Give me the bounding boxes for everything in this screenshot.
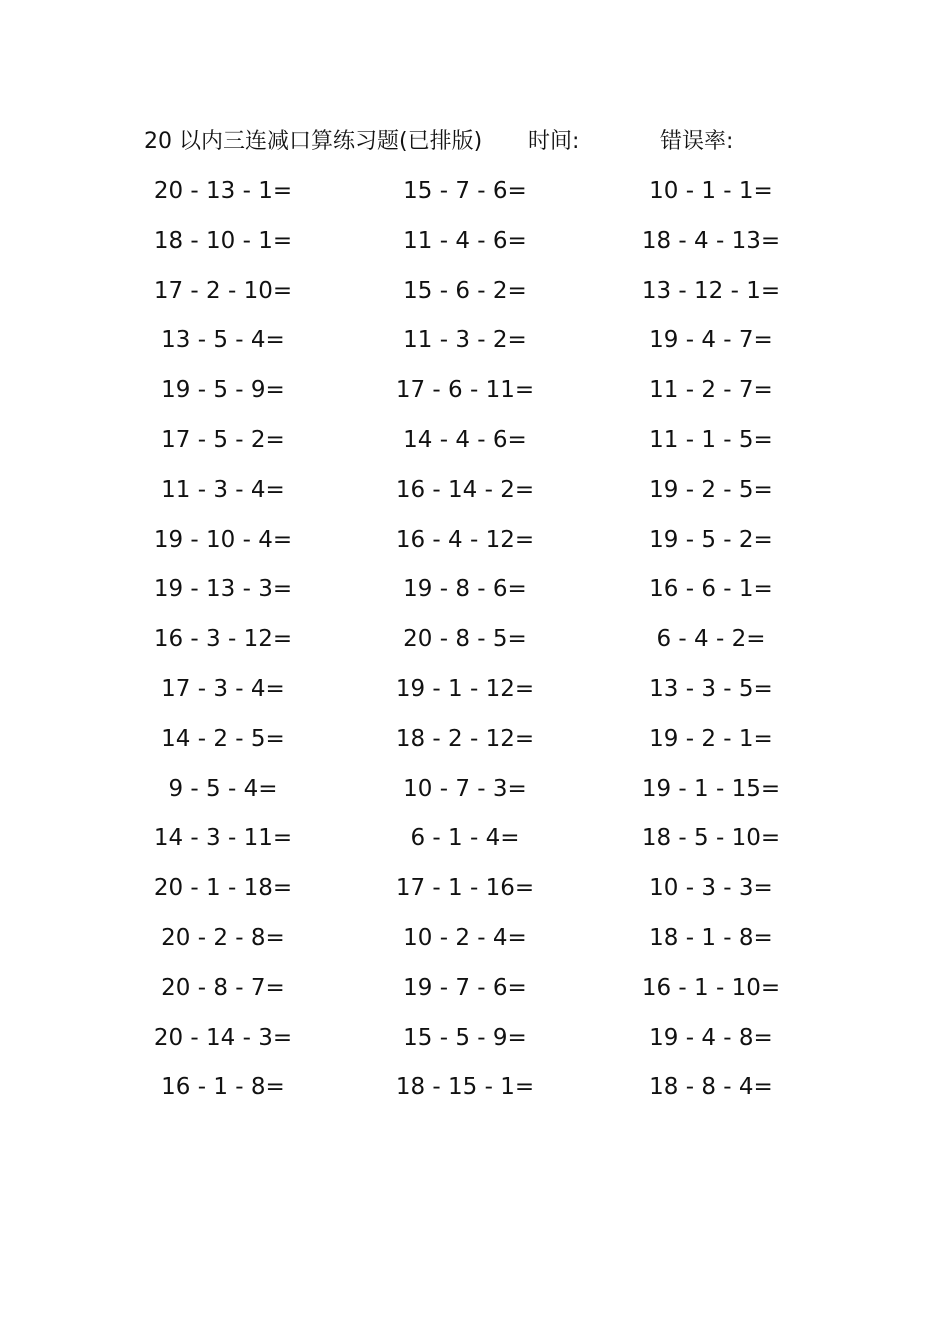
math-problem: 19 - 13 - 3= [153,576,293,603]
problem-row [0,915,950,965]
math-problem: 20 - 14 - 3= [153,1024,293,1051]
math-problem: 11 - 3 - 4= [161,476,285,503]
math-problem: 17 - 3 - 4= [161,675,285,702]
problem-row [0,417,950,467]
math-problem: 18 - 8 - 4= [649,1074,773,1101]
math-problem: 18 - 5 - 10= [641,825,781,852]
math-problem: 14 - 3 - 11= [153,825,293,852]
math-problem: 19 - 1 - 15= [641,775,781,802]
math-problem: 20 - 8 - 7= [161,974,285,1001]
problem-row [0,865,950,915]
problem-row [0,616,950,666]
math-problem: 18 - 15 - 1= [395,1074,535,1101]
worksheet-title: 20 以内三连减口算练习题(已排版) [144,129,483,154]
problem-row [0,1015,950,1065]
math-problem: 11 - 1 - 5= [649,426,773,453]
problem-row [0,1064,950,1114]
time-label: 时间: [528,129,580,154]
math-problem: 19 - 5 - 9= [161,377,285,404]
math-problem: 19 - 4 - 7= [649,327,773,354]
math-problem: 16 - 3 - 12= [153,626,293,653]
problem-row [0,218,950,268]
math-problem: 19 - 2 - 1= [649,725,773,752]
math-problem: 10 - 7 - 3= [403,775,527,802]
math-problem: 19 - 5 - 2= [649,526,773,553]
math-problem: 10 - 3 - 3= [649,875,773,902]
problem-row [0,317,950,367]
problem-row [0,268,950,318]
math-problem: 13 - 3 - 5= [649,675,773,702]
math-problem: 17 - 5 - 2= [161,426,285,453]
math-problem: 11 - 3 - 2= [403,327,527,354]
math-problem: 18 - 4 - 13= [641,227,781,254]
problem-row [0,566,950,616]
math-problem: 15 - 7 - 6= [403,178,527,204]
problem-row [0,517,950,567]
problem-row [0,666,950,716]
problem-row [0,367,950,417]
math-problem: 20 - 8 - 5= [403,626,527,653]
math-problem: 10 - 2 - 4= [403,924,527,951]
math-problem: 10 - 1 - 1= [649,178,773,204]
math-problem: 20 - 2 - 8= [161,924,285,951]
math-problem: 18 - 2 - 12= [395,725,535,752]
math-problem: 18 - 10 - 1= [153,227,293,254]
math-problem: 6 - 1 - 4= [410,825,520,852]
math-problem: 16 - 4 - 12= [395,526,535,553]
problem-row [0,965,950,1015]
math-problem: 16 - 6 - 1= [649,576,773,603]
math-problem: 18 - 1 - 8= [649,924,773,951]
problem-row [0,467,950,517]
math-problem: 16 - 14 - 2= [395,476,535,503]
math-problem: 19 - 8 - 6= [403,576,527,603]
math-problem: 20 - 13 - 1= [153,178,293,204]
math-problem: 15 - 6 - 2= [403,277,527,304]
math-problem: 20 - 1 - 18= [153,875,293,902]
math-problem: 11 - 4 - 6= [403,227,527,254]
math-problem: 9 - 5 - 4= [168,775,278,802]
math-problem: 17 - 6 - 11= [395,377,535,404]
math-problem: 16 - 1 - 10= [641,974,781,1001]
math-problem: 19 - 10 - 4= [153,526,293,553]
error-rate-label: 错误率: [660,129,734,154]
math-problem: 19 - 4 - 8= [649,1024,773,1051]
problem-row [0,168,950,218]
math-problem: 11 - 2 - 7= [649,377,773,404]
problem-row [0,766,950,816]
math-problem: 16 - 1 - 8= [161,1074,285,1101]
math-problem: 14 - 4 - 6= [403,426,527,453]
math-problem: 6 - 4 - 2= [656,626,766,653]
math-problem: 19 - 2 - 5= [649,476,773,503]
math-problem: 15 - 5 - 9= [403,1024,527,1051]
math-problem: 17 - 2 - 10= [153,277,293,304]
math-problem: 17 - 1 - 16= [395,875,535,902]
problem-row [0,815,950,865]
math-problem: 13 - 12 - 1= [641,277,781,304]
math-problem: 19 - 7 - 6= [403,974,527,1001]
math-problem: 19 - 1 - 12= [395,675,535,702]
math-problem: 14 - 2 - 5= [161,725,285,752]
problem-grid [0,168,950,1114]
math-problem: 13 - 5 - 4= [161,327,285,354]
worksheet-header [0,124,950,160]
problem-row [0,716,950,766]
